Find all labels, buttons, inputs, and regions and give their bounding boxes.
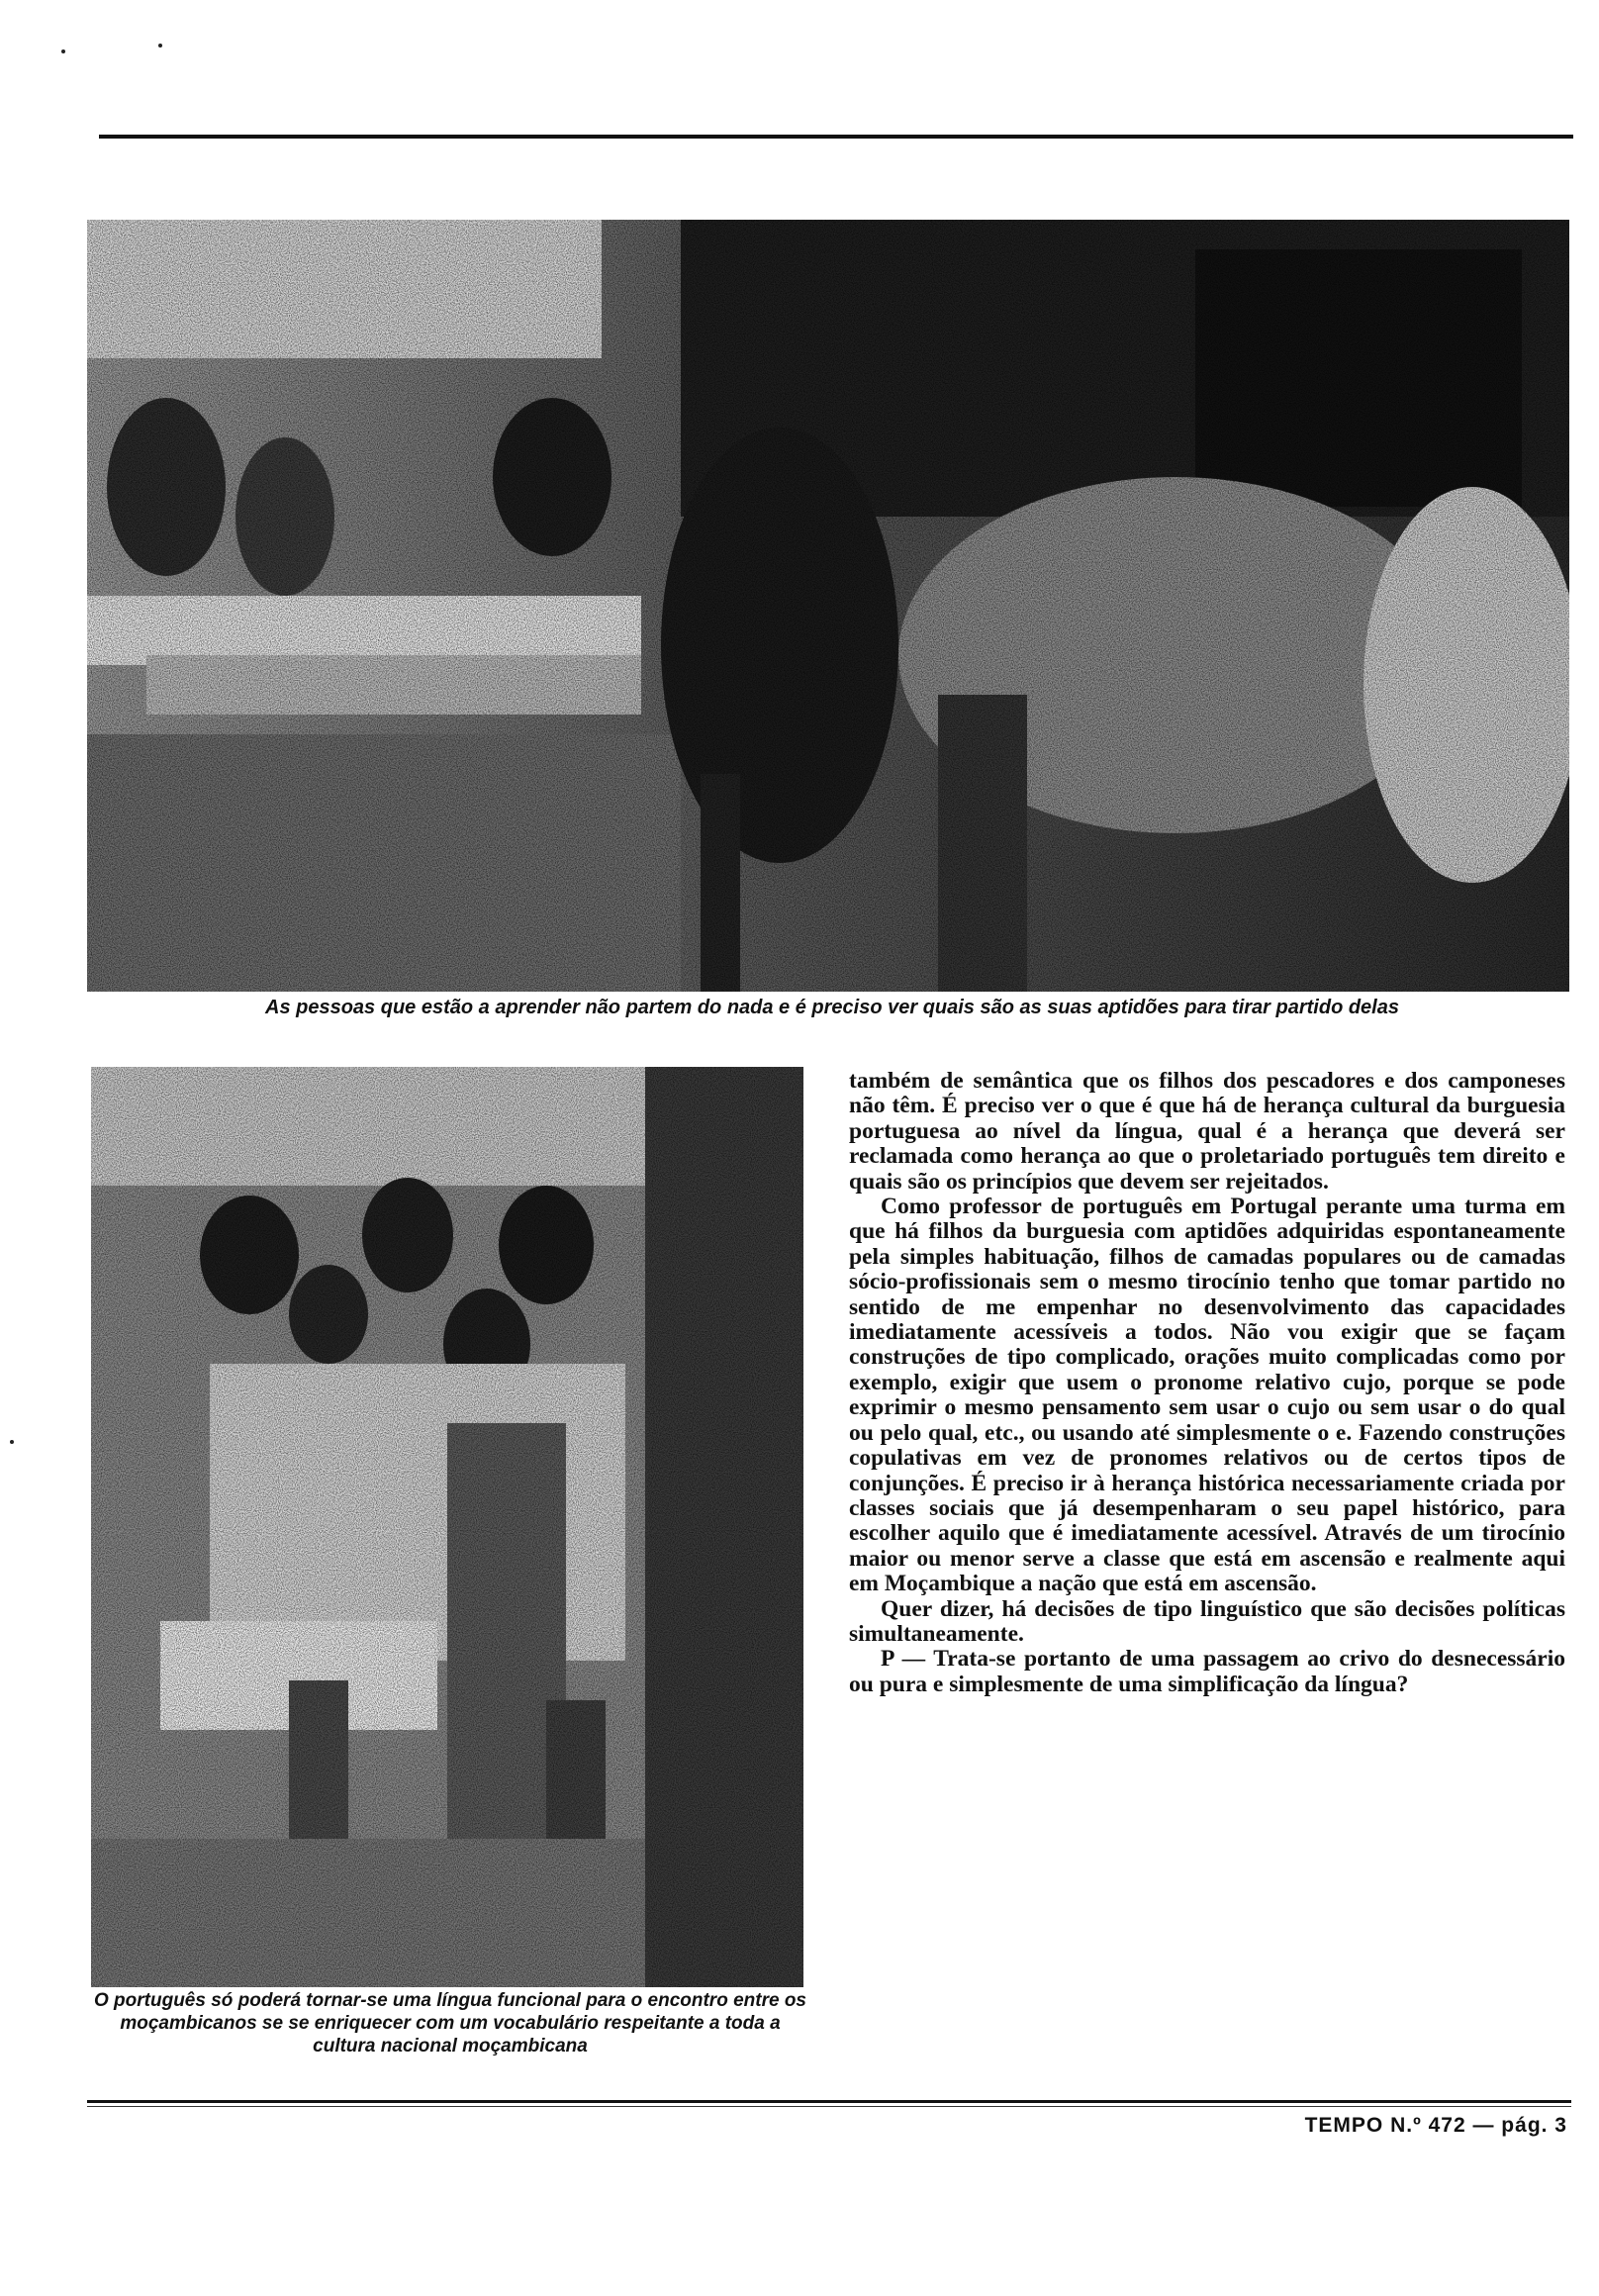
photo-caption-top: As pessoas que estão a aprender não partem do nada e é preciso ver quais são as suas aptidões para tirar partido delas <box>265 997 1399 1018</box>
scan-speck <box>10 1440 14 1444</box>
article-paragraph: também de semântica que os filhos dos pescadores e dos camponeses não têm. É preciso ver o que é que há de herança cultural da burguesia portuguesa ao nível da língua, qual é a herança que deverá ser reclamada como herança ao que o proletariado português tem direito e quais são os princípios que devem ser rejeitados. <box>849 1068 1565 1195</box>
scan-speck <box>61 49 65 53</box>
photo-caption-left: O português só poderá tornar-se uma língua funcional para o encontro entre os moçambicanos se se enriquecer com um vocabulário respeitante a toda a cultura nacional moçambicana <box>94 1990 806 2057</box>
footer-rule <box>87 2100 1571 2103</box>
scan-speck <box>158 44 162 48</box>
photo-group-icon <box>91 1067 803 1987</box>
group-photo <box>91 1067 803 1987</box>
interview-question: P — Trata-se portanto de uma passagem ao crivo do desnecessário ou pura e simplesmente de uma simplificação da língua? <box>849 1646 1565 1697</box>
header-rule <box>99 135 1573 139</box>
page-folio: TEMPO N.º 472 — pág. 3 <box>1304 2114 1567 2137</box>
footer-rule-thin <box>87 2106 1571 2107</box>
article-paragraph: Como professor de português em Portugal perante uma turma em que há filhos da burguesia com aptidões adquiridas espontaneamente pela simples habituação, filhos de camadas populares ou de camadas sócio-profissionais sem o mesmo tirocínio tenho que tomar partido no sentido de me empenhar no desenvolvimento das capacidades imediatamente acessíveis a todos. Não vou exigir que se façam construções de tipo complicado, orações muito complicadas como por exemplo, exigir que usem o pronome relativo cujo, porque se pode exprimir o mesmo pensamento sem usar o cujo ou sem usar o do qual ou pelo qual, etc., ou usando até simplesmente o e. Fazendo construções copulativas em vez de pronomes relativos ou de certos tipos de conjunções. É preciso ir à herança histórica necessariamente criada por classes sociais que já desempenharam o seu papel histórico, para escolher aquilo que é imediatamente acessível. Através de um tirocínio maior ou menor serve a classe que está em ascensão e realmente aqui em Moçambique a nação que está em ascensão. <box>849 1194 1565 1597</box>
article-paragraph: Quer dizer, há decisões de tipo linguístico que são decisões políticas simultaneamente. <box>849 1595 1565 1647</box>
article-text <box>849 1069 1565 1697</box>
classroom-photo <box>87 220 1569 992</box>
photo-classroom-icon <box>87 220 1569 992</box>
